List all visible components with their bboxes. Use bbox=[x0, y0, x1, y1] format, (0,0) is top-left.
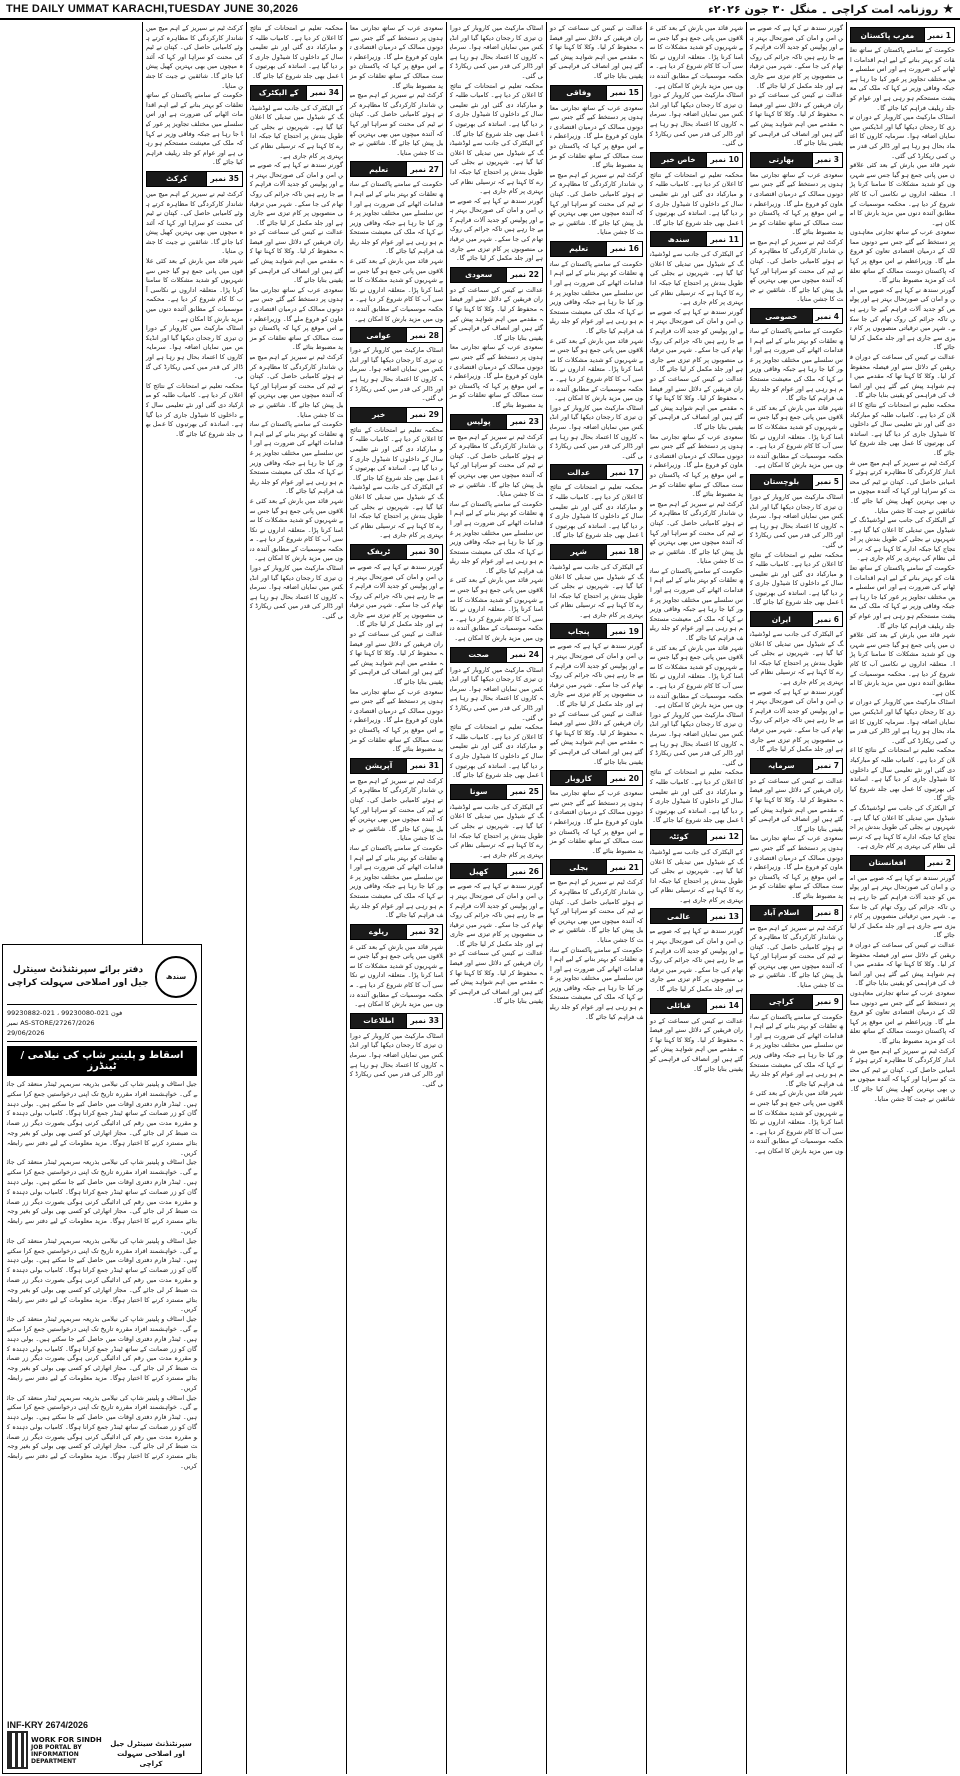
story-text: گورنر سندھ نے کہا ہے کہ صوبے میں امن و امان کی صورتحال بہتر ہے اور پولیس کو جدید آلات فراہم کیے جا رہے ہیں تاکہ جرائم کی روک تھام کی جا سکے۔ شہر میں ترقیاتی منصوبوں پر کام تیزی سے جاری ہے اور جلد مکمل کر لیا جائے گا۔ bbox=[450, 882, 543, 948]
tender-notice bbox=[2, 944, 202, 1774]
story-text: سعودی عرب کے ساتھ تجارتی معاہدوں پر دستخط کیے گئے جس سے دونوں ممالک کے درمیان اقتصادی تعاون کو فروغ ملے گا۔ وزیراعظم نے اس موقع پر کہا کہ پاکستان دوست ممالک کے ساتھ تعلقات کو مزید مضبوط بنائے گا۔ bbox=[850, 989, 955, 1045]
story-text: حکومت کے سامنے پاکستان کے ساتھ تعلقات کو بہتر بنانے کے لیے اہم اقدامات اٹھانے کی ضرورت ہے اور اس سلسلے میں مختلف تجاویز پر غور کیا جا رہا ہے جبکہ وفاقی وزیر نے کہا کہ ملک کی معیشت مستحکم ہو رہی ہے اور عوام کو جلد ریلیف فراہم کیا جائے گا۔ bbox=[350, 180, 443, 256]
story-text: کرکٹ ٹیم نے سیریز کے اہم میچ میں شاندار کارکردگی کا مظاہرہ کرتے ہوئے کامیابی حاصل کی۔ کپتان نے ٹیم کی محنت کو سراہا اور کہا کہ آئندہ میچوں میں بھی بہترین کھیل پیش کیا جائے گا۔ شائقین نے جیت کا جشن منایا۔ bbox=[146, 189, 243, 256]
story-text: محکمہ تعلیم نے امتحانات کے نتائج کا اعلان کر دیا ہے۔ کامیاب طلبہ کو مبارکباد دی گئی اور نئے تعلیمی سال کے داخلوں کا شیڈول جاری کر دیا گیا ہے۔ اساتذہ کی بھرتیوں کا عمل بھی جلد شروع کیا جائے گا۔ bbox=[250, 24, 343, 80]
story-text: کرکٹ ٹیم نے سیریز کے اہم میچ میں شاندار کارکردگی کا مظاہرہ کرتے ہوئے کامیابی حاصل کی۔ کپتان نے ٹیم کی محنت کو سراہا اور کہا کہ آئندہ میچوں میں بھی بہترین کھیل پیش کیا جائے گا۔ شائقین نے جیت کا جشن منایا۔ bbox=[650, 499, 743, 566]
story-text: حکومت کے سامنے پاکستان کے ساتھ تعلقات کو بہتر بنانے کے لیے اہم اقدامات اٹھانے کی ضرورت ہے اور اس سلسلے میں مختلف تجاویز پر غور کیا جا رہا ہے جبکہ وفاقی وزیر نے کہا کہ ملک کی معیشت مستحکم ہو رہی ہے اور عوام کو جلد ریلیف فراہم کیا جائے گا۔ bbox=[850, 46, 955, 112]
story-text: گورنر سندھ نے کہا ہے کہ صوبے میں امن و امان کی صورتحال بہتر ہے اور پولیس کو جدید آلات فراہم کیے جا رہے ہیں تاکہ جرائم کی روک تھام کی جا سکے۔ شہر میں ترقیاتی منصوبوں پر کام تیزی سے جاری ہے اور جلد مکمل کر لیا جائے گا۔ bbox=[850, 285, 955, 352]
story-text: محکمہ تعلیم نے امتحانات کے نتائج کا اعلان کر دیا ہے۔ کامیاب طلبہ کو مبارکباد دی گئی اور نئے تعلیمی سال کے داخلوں کا شیڈول جاری کر دیا گیا ہے۔ اساتذہ کی بھرتیوں کا عمل بھی جلد شروع کیا جائے گا۔ bbox=[450, 723, 543, 780]
story-heading: 13 نمبر عالمی bbox=[650, 908, 743, 924]
office-contact: فون 021-99230080 ، 021-99230882 نمبر AS-STORE/27267/2026 29/06/2026 bbox=[7, 1005, 197, 1042]
masthead bbox=[0, 0, 960, 20]
story-heading: 12 نمبر کوئٹہ bbox=[650, 829, 743, 845]
story-heading: 24 نمبر صحت bbox=[450, 647, 543, 663]
story-heading: 6 نمبر ایران bbox=[750, 611, 843, 627]
story-text: کے الیکٹرک کی جانب سے لوڈشیڈنگ کے شیڈول میں تبدیلی کا اعلان کیا گیا ہے۔ شہریوں نے بجلی کی طویل بندش پر احتجاج کیا جبکہ ادارے کا کہنا ہے کہ ترسیلی نظام کی بہتری پر کام جاری ہے۔ bbox=[550, 562, 643, 619]
story-text: اسٹاک مارکیٹ میں کاروبار کے دوران تیزی کا رجحان دیکھا گیا اور انڈیکس میں نمایاں اضافہ ہوا۔ سرمایہ کاروں کا اعتماد بحال ہو رہا ہے اور ڈالر کی قدر میں کمی ریکارڈ کی گئی۔ bbox=[146, 324, 243, 381]
story-text: سعودی عرب کے ساتھ تجارتی معاہدوں پر دستخط کیے گئے جس سے دونوں ممالک کے درمیان اقتصادی تعاون کو فروغ ملے گا۔ وزیراعظم نے اس موقع پر کہا کہ پاکستان دوست ممالک کے ساتھ تعلقات کو مزید مضبوط بنائے گا۔ bbox=[650, 432, 743, 499]
story-text: اسٹاک مارکیٹ میں کاروبار کے دوران تیزی کا رجحان دیکھا گیا اور انڈیکس میں نمایاں اضافہ ہوا۔ سرمایہ کاروں کا اعتماد بحال ہو رہا ہے اور ڈالر کی قدر میں کمی ریکارڈ کی گئی۔ bbox=[350, 346, 443, 403]
notice-body: جیل اسٹاف و پلینیر شاپ کی نیلامی بذریعہ سربمہر ٹینڈر منعقد کی جائے گی۔ خواہشمند افراد مقررہ تاریخ تک اپنی درخواستیں جمع کرا سکتے ہیں۔ ٹینڈر فارم دفتری اوقات میں حاصل کیے جا سکتے ہیں۔ بولی دہندگان کو زر ضمانت کے ساتھ ٹینڈر جمع کرانا ہوگا۔ کامیاب بولی دہندہ کو مقررہ مدت میں رقم کی ادائیگی کرنی ہوگی بصورت دیگر زر ضمانت ضبط کر لی جائے گی۔ مجاز اتھارٹی کو کسی بھی بولی کو بغیر وجہ بتائے مسترد کرنے کا اختیار ہوگا۔ مزید معلومات کے لیے دفتر سے رابطہ کریں۔ bbox=[7, 1236, 197, 1314]
story-heading: 26 نمبر کھیل bbox=[450, 863, 543, 879]
story-heading: 31 نمبر آپریشن bbox=[350, 758, 443, 774]
story-text: اسٹاک مارکیٹ میں کاروبار کے دوران تیزی کا رجحان دیکھا گیا اور انڈیکس میں نمایاں اضافہ ہوا۔ سرمایہ کاروں کا اعتماد بحال ہو رہا ہے اور ڈالر کی قدر میں کمی ریکارڈ کی گئی۔ bbox=[550, 403, 643, 460]
story-text: کرکٹ ٹیم نے سیریز کے اہم میچ میں شاندار کارکردگی کا مظاہرہ کرتے ہوئے کامیابی حاصل کی۔ کپتان نے ٹیم کی محنت کو سراہا اور کہا کہ آئندہ میچوں میں بھی بہترین کھیل پیش کیا جائے گا۔ شائقین نے جیت کا جشن منایا۔ bbox=[450, 432, 543, 499]
story-text: عدالت نے کیس کی سماعت کے دوران فریقین کے دلائل سنے اور فیصلہ محفوظ کر لیا۔ وکلا کا کہنا تھا کہ مقدمے میں اہم شواہد پیش کیے گئے ہیں اور انصاف کی فراہمی کو یقینی بنایا جائے گا۔ bbox=[550, 24, 643, 80]
story-text: عدالت نے کیس کی سماعت کے دوران فریقین کے دلائل سنے اور فیصلہ محفوظ کر لیا۔ وکلا کا کہنا تھا کہ مقدمے میں اہم شواہد پیش کیے گئے ہیں اور انصاف کی فراہمی کو یقینی بنایا جائے گا۔ bbox=[850, 353, 955, 400]
story-text: عدالت نے کیس کی سماعت کے دوران فریقین کے دلائل سنے اور فیصلہ محفوظ کر لیا۔ وکلا کا کہنا تھا کہ مقدمے میں اہم شواہد پیش کیے گئے ہیں اور انصاف کی فراہمی کو یقینی بنایا جائے گا۔ bbox=[850, 941, 955, 988]
story-heading: 33 نمبر اطلاعات bbox=[350, 1013, 443, 1029]
story-text: کرکٹ ٹیم نے سیریز کے اہم میچ میں شاندار کارکردگی کا مظاہرہ کرتے ہوئے کامیابی حاصل کی۔ کپتان نے ٹیم کی محنت کو سراہا اور کہا کہ آئندہ میچوں میں بھی بہترین کھیل پیش کیا جائے گا۔ شائقین نے جیت کا جشن منایا۔ bbox=[850, 1046, 955, 1103]
story-heading: 35 نمبر کرکٹ bbox=[146, 171, 243, 187]
story-text: عدالت نے کیس کی سماعت کے دوران فریقین کے دلائل سنے اور فیصلہ محفوظ کر لیا۔ وکلا کا کہنا تھا کہ مقدمے میں اہم شواہد پیش کیے گئے ہیں اور انصاف کی فراہمی کو یقینی بنایا جائے گا۔ bbox=[750, 91, 843, 148]
news-column-1 bbox=[846, 22, 958, 1774]
story-text: اسٹاک مارکیٹ میں کاروبار کے دوران تیزی کا رجحان دیکھا گیا اور انڈیکس میں نمایاں اضافہ ہوا۔ سرمایہ کاروں کا اعتماد بحال ہو رہا ہے اور ڈالر کی قدر میں کمی ریکارڈ کی گئی۔ bbox=[650, 91, 743, 148]
story-text: عدالت نے کیس کی سماعت کے دوران فریقین کے دلائل سنے اور فیصلہ محفوظ کر لیا۔ وکلا کا کہنا تھا کہ مقدمے میں اہم شواہد پیش کیے گئے ہیں اور انصاف کی فراہمی کو یقینی بنایا جائے گا۔ bbox=[750, 776, 843, 833]
story-text: گورنر سندھ نے کہا ہے کہ صوبے میں امن و امان کی صورتحال بہتر ہے اور پولیس کو جدید آلات فراہم کیے جا رہے ہیں تاکہ جرائم کی روک تھام کی جا سکے۔ شہر میں ترقیاتی منصوبوں پر کام تیزی سے جاری ہے اور جلد مکمل کر لیا جائے گا۔ bbox=[650, 307, 743, 374]
story-text: محکمہ تعلیم نے امتحانات کے نتائج کا اعلان کر دیا ہے۔ کامیاب طلبہ کو مبارکباد دی گئی اور نئے تعلیمی سال کے داخلوں کا شیڈول جاری کر دیا گیا ہے۔ اساتذہ کی بھرتیوں کا عمل بھی جلد شروع کیا جائے گا۔ bbox=[550, 483, 643, 540]
story-text: گورنر سندھ نے کہا ہے کہ صوبے میں امن و امان کی صورتحال بہتر ہے اور پولیس کو جدید آلات فراہم کیے جا رہے ہیں تاکہ جرائم کی روک تھام کی جا سکے۔ شہر میں ترقیاتی منصوبوں پر کام تیزی سے جاری ہے اور جلد مکمل کر لیا جائے گا۔ bbox=[850, 873, 955, 940]
story-heading: 11 نمبر سندھ bbox=[650, 231, 743, 247]
story-heading: 15 نمبر وفاقی bbox=[550, 85, 643, 101]
story-text: شہر قائد میں بارش کے بعد کئی علاقوں میں پانی جمع ہو گیا جس سے شہریوں کو شدید مشکلات کا سامنا کرنا پڑا۔ متعلقہ اداروں نے نکاسی آب کا کام شروع کر دیا ہے۔ محکمہ موسمیات کے مطابق آئندہ دنوں میں مزید بارش کا امکان ہے۔ bbox=[350, 942, 443, 1009]
masthead-urdu-group bbox=[708, 3, 954, 16]
story-text: کے الیکٹرک کی جانب سے لوڈشیڈنگ کے شیڈول میں تبدیلی کا اعلان کیا گیا ہے۔ شہریوں نے بجلی کی طویل بندش پر احتجاج کیا جبکہ ادارے کا کہنا ہے کہ ترسیلی نظام کی بہتری پر کام جاری ہے۔ bbox=[850, 516, 955, 563]
story-text: حکومت کے سامنے پاکستان کے ساتھ تعلقات کو بہتر بنانے کے لیے اہم اقدامات اٹھانے کی ضرورت ہے اور اس سلسلے میں مختلف تجاویز پر غور کیا جا رہا ہے جبکہ وفاقی وزیر نے کہا کہ ملک کی معیشت مستحکم ہو رہی ہے اور عوام کو جلد ریلیف فراہم کیا جائے گا۔ bbox=[250, 420, 343, 496]
masthead-urdu: روزنامہ امت کراچی ۔ منگل ۳۰ جون ۲۰۲۶ء bbox=[708, 2, 939, 16]
work-for-sindh-logo: WORK FOR SINDH bbox=[31, 1735, 102, 1744]
story-heading: 9 نمبر کراچی bbox=[750, 994, 843, 1010]
story-text: محکمہ تعلیم نے امتحانات کے نتائج کا اعلان کر دیا ہے۔ کامیاب طلبہ کو مبارکباد دی گئی اور نئے تعلیمی سال کے داخلوں کا شیڈول جاری کر دیا گیا ہے۔ اساتذہ کی بھرتیوں کا عمل بھی جلد شروع کیا جائے گا۔ bbox=[750, 550, 843, 607]
story-text: گورنر سندھ نے کہا ہے کہ صوبے میں امن و امان کی صورتحال بہتر ہے اور پولیس کو جدید آلات فراہم کیے جا رہے ہیں تاکہ جرائم کی روک تھام کی جا سکے۔ شہر میں ترقیاتی منصوبوں پر کام تیزی سے جاری ہے اور جلد مکمل کر لیا جائے گا۔ bbox=[550, 642, 643, 709]
story-heading: 7 نمبر سرمایہ bbox=[750, 758, 843, 774]
story-heading: 4 نمبر خصوصی bbox=[750, 308, 843, 324]
story-heading: 20 نمبر کاروبار bbox=[550, 770, 643, 786]
notice-body: جیل اسٹاف و پلینیر شاپ کی نیلامی بذریعہ سربمہر ٹینڈر منعقد کی جائے گی۔ خواہشمند افراد مقررہ تاریخ تک اپنی درخواستیں جمع کرا سکتے ہیں۔ ٹینڈر فارم دفتری اوقات میں حاصل کیے جا سکتے ہیں۔ بولی دہندگان کو زر ضمانت کے ساتھ ٹینڈر جمع کرانا ہوگا۔ کامیاب بولی دہندہ کو مقررہ مدت میں رقم کی ادائیگی کرنی ہوگی بصورت دیگر زر ضمانت ضبط کر لی جائے گی۔ مجاز اتھارٹی کو کسی بھی بولی کو بغیر وجہ بتائے مسترد کرنے کا اختیار ہوگا۔ مزید معلومات کے لیے دفتر سے رابطہ کریں۔ bbox=[7, 1393, 197, 1471]
notice-signature: سپرنٹنڈنٹ سینٹرل جیل اور اصلاحی سہولت کراچی bbox=[110, 1740, 192, 1768]
story-text: کے الیکٹرک کی جانب سے لوڈشیڈنگ کے شیڈول میں تبدیلی کا اعلان کیا گیا ہے۔ شہریوں نے بجلی کی طویل بندش پر احتجاج کیا جبکہ ادارے کا کہنا ہے کہ ترسیلی نظام کی بہتری پر کام جاری ہے۔ bbox=[650, 250, 743, 307]
story-text: شہر قائد میں بارش کے بعد کئی علاقوں میں پانی جمع ہو گیا جس سے شہریوں کو شدید مشکلات کا سامنا کرنا پڑا۔ متعلقہ اداروں نے نکاسی آب کا کام شروع کر دیا ہے۔ محکمہ موسمیات کے مطابق آئندہ دنوں میں مزید بارش کا امکان ہے۔ bbox=[550, 336, 643, 403]
notice-footer bbox=[7, 1720, 197, 1769]
story-text: اسٹاک مارکیٹ میں کاروبار کے دوران تیزی کا رجحان دیکھا گیا اور انڈیکس میں نمایاں اضافہ ہوا۔ سرمایہ کاروں کا اعتماد بحال ہو رہا ہے اور ڈالر کی قدر میں کمی ریکارڈ کی گئی۔ bbox=[650, 710, 743, 767]
story-text: محکمہ تعلیم نے امتحانات کے نتائج کا اعلان کر دیا ہے۔ کامیاب طلبہ کو مبارکباد دی گئی اور نئے تعلیمی سال کے داخلوں کا شیڈول جاری کر دیا گیا ہے۔ اساتذہ کی بھرتیوں کا عمل بھی جلد شروع کیا جائے گا۔ bbox=[850, 746, 955, 803]
story-text: عدالت نے کیس کی سماعت کے دوران فریقین کے دلائل سنے اور فیصلہ محفوظ کر لیا۔ وکلا کا کہنا تھا کہ مقدمے میں اہم شواہد پیش کیے گئے ہیں اور انصاف کی فراہمی کو یقینی بنایا جائے گا۔ bbox=[250, 228, 343, 285]
story-text: گورنر سندھ نے کہا ہے کہ صوبے میں امن و امان کی صورتحال بہتر ہے اور پولیس کو جدید آلات فراہم کیے جا رہے ہیں تاکہ جرائم کی روک تھام کی جا سکے۔ شہر میں ترقیاتی منصوبوں پر کام تیزی سے جاری ہے اور جلد مکمل کر لیا جائے گا۔ bbox=[750, 24, 843, 90]
story-text: گورنر سندھ نے کہا ہے کہ صوبے میں امن و امان کی صورتحال بہتر ہے اور پولیس کو جدید آلات فراہم کیے جا رہے ہیں تاکہ جرائم کی روک تھام کی جا سکے۔ شہر میں ترقیاتی منصوبوں پر کام تیزی سے جاری ہے اور جلد مکمل کر لیا جائے گا۔ bbox=[650, 927, 743, 994]
story-text: سعودی عرب کے ساتھ تجارتی معاہدوں پر دستخط کیے گئے جس سے دونوں ممالک کے درمیان اقتصادی تعاون کو فروغ ملے گا۔ وزیراعظم نے اس موقع پر کہا کہ پاکستان دوست ممالک کے ساتھ تعلقات کو مزید مضبوط بنائے گا۔ bbox=[850, 228, 955, 285]
story-text: حکومت کے سامنے پاکستان کے ساتھ تعلقات کو بہتر بنانے کے لیے اہم اقدامات اٹھانے کی ضرورت ہے اور اس سلسلے میں مختلف تجاویز پر غور کیا جا رہا ہے جبکہ وفاقی وزیر نے کہا کہ ملک کی معیشت مستحکم ہو رہی ہے اور عوام کو جلد ریلیف فراہم کیا جائے گا۔ bbox=[750, 1012, 843, 1088]
story-text: محکمہ تعلیم نے امتحانات کے نتائج کا اعلان کر دیا ہے۔ کامیاب طلبہ کو مبارکباد دی گئی اور نئے تعلیمی سال کے داخلوں کا شیڈول جاری کر دیا گیا ہے۔ اساتذہ کی بھرتیوں کا عمل بھی جلد شروع کیا جائے گا۔ bbox=[850, 400, 955, 457]
story-heading: 23 نمبر پولیس bbox=[450, 414, 543, 430]
story-text: حکومت کے سامنے پاکستان کے ساتھ تعلقات کو بہتر بنانے کے لیے اہم اقدامات اٹھانے کی ضرورت ہے اور اس سلسلے میں مختلف تجاویز پر غور کیا جا رہا ہے جبکہ وفاقی وزیر نے کہا کہ ملک کی معیشت مستحکم ہو رہی ہے اور عوام کو جلد ریلیف فراہم کیا جائے گا۔ bbox=[650, 566, 743, 643]
story-text: شہر قائد میں بارش کے بعد کئی علاقوں میں پانی جمع ہو گیا جس سے شہریوں کو شدید مشکلات کا سامنا کرنا پڑا۔ متعلقہ اداروں نے نکاسی آب کا کام شروع کر دیا ہے۔ محکمہ موسمیات کے مطابق آئندہ دنوں میں مزید بارش کا امکان ہے۔ bbox=[750, 403, 843, 470]
story-text: کرکٹ ٹیم نے سیریز کے اہم میچ میں شاندار کارکردگی کا مظاہرہ کرتے ہوئے کامیابی حاصل کی۔ کپتان نے ٹیم کی محنت کو سراہا اور کہا کہ آئندہ میچوں میں بھی بہترین کھیل پیش کیا جائے گا۔ شائقین نے جیت کا جشن منایا۔ bbox=[550, 170, 643, 237]
story-text: کرکٹ ٹیم نے سیریز کے اہم میچ میں شاندار کارکردگی کا مظاہرہ کرتے ہوئے کامیابی حاصل کی۔ کپتان نے ٹیم کی محنت کو سراہا اور کہا کہ آئندہ میچوں میں بھی بہترین کھیل پیش کیا جائے گا۔ شائقین نے جیت کا جشن منایا۔ bbox=[146, 24, 243, 90]
story-heading: 34 نمبر کے الیکٹرک bbox=[250, 85, 343, 101]
story-text: گورنر سندھ نے کہا ہے کہ صوبے میں امن و امان کی صورتحال بہتر ہے اور پولیس کو جدید آلات فراہم کیے جا رہے ہیں تاکہ جرائم کی روک تھام کی جا سکے۔ شہر میں ترقیاتی منصوبوں پر کام تیزی سے جاری ہے اور جلد مکمل کر لیا جائے گا۔ bbox=[750, 687, 843, 754]
story-text: اسٹاک مارکیٹ میں کاروبار کے دوران تیزی کا رجحان دیکھا گیا اور انڈیکس میں نمایاں اضافہ ہوا۔ سرمایہ کاروں کا اعتماد بحال ہو رہا ہے اور ڈالر کی قدر میں کمی ریکارڈ کی گئی۔ bbox=[750, 492, 843, 549]
story-text: کرکٹ ٹیم نے سیریز کے اہم میچ میں شاندار کارکردگی کا مظاہرہ کرتے ہوئے کامیابی حاصل کی۔ کپتان نے ٹیم کی محنت کو سراہا اور کہا کہ آئندہ میچوں میں بھی بہترین کھیل پیش کیا جائے گا۔ شائقین نے جیت کا جشن منایا۔ bbox=[750, 237, 843, 304]
story-text: شہر قائد میں بارش کے بعد کئی علاقوں میں پانی جمع ہو گیا جس سے شہریوں کو شدید مشکلات کا سامنا کرنا پڑا۔ متعلقہ اداروں نے نکاسی آب کا کام شروع کر دیا ہے۔ محکمہ موسمیات کے مطابق آئندہ دنوں میں مزید بارش کا امکان ہے۔ bbox=[146, 257, 243, 323]
story-text: شہر قائد میں بارش کے بعد کئی علاقوں میں پانی جمع ہو گیا جس سے شہریوں کو شدید مشکلات کا سامنا کرنا پڑا۔ متعلقہ اداروں نے نکاسی آب کا کام شروع کر دیا ہے۔ محکمہ موسمیات کے مطابق آئندہ دنوں میں مزید بارش کا امکان ہے۔ bbox=[650, 643, 743, 710]
story-heading: 25 نمبر سونا bbox=[450, 784, 543, 800]
story-text: حکومت کے سامنے پاکستان کے ساتھ تعلقات کو بہتر بنانے کے لیے اہم اقدامات اٹھانے کی ضرورت ہے اور اس سلسلے میں مختلف تجاویز پر غور کیا جا رہا ہے جبکہ وفاقی وزیر نے کہا کہ ملک کی معیشت مستحکم ہو رہی ہے اور عوام کو جلد ریلیف فراہم کیا جائے گا۔ bbox=[450, 499, 543, 575]
story-heading: 30 نمبر ٹریفک bbox=[350, 544, 443, 560]
story-heading: 5 نمبر بلوچستان bbox=[750, 474, 843, 490]
news-column-6 bbox=[346, 22, 446, 1774]
story-text: کے الیکٹرک کی جانب سے لوڈشیڈنگ کے شیڈول میں تبدیلی کا اعلان کیا گیا ہے۔ شہریوں نے بجلی کی طویل بندش پر احتجاج کیا جبکہ ادارے کا کہنا ہے کہ ترسیلی نظام کی بہتری پر کام جاری ہے۔ bbox=[350, 483, 443, 540]
job-portal-text: JOB PORTAL BY INFORMATION DEPARTMENT bbox=[31, 1743, 82, 1765]
story-heading: 28 نمبر عوامی bbox=[350, 327, 443, 343]
story-text: کے الیکٹرک کی جانب سے لوڈشیڈنگ کے شیڈول میں تبدیلی کا اعلان کیا گیا ہے۔ شہریوں نے بجلی کی طویل بندش پر احتجاج کیا جبکہ ادارے کا کہنا ہے کہ ترسیلی نظام کی بہتری پر کام جاری ہے۔ bbox=[750, 630, 843, 687]
story-heading: 21 نمبر بجلی bbox=[550, 859, 643, 875]
story-text: گورنر سندھ نے کہا ہے کہ صوبے میں امن و امان کی صورتحال بہتر ہے اور پولیس کو جدید آلات فراہم کیے جا رہے ہیں تاکہ جرائم کی روک تھام کی جا سکے۔ شہر میں ترقیاتی منصوبوں پر کام تیزی سے جاری ہے اور جلد مکمل کر لیا جائے گا۔ bbox=[250, 161, 343, 227]
inf-block bbox=[7, 1720, 105, 1769]
story-text: محکمہ تعلیم نے امتحانات کے نتائج کا اعلان کر دیا ہے۔ کامیاب طلبہ کو مبارکباد دی گئی اور نئے تعلیمی سال کے داخلوں کا شیڈول جاری کر دیا گیا ہے۔ اساتذہ کی بھرتیوں کا عمل بھی جلد شروع کیا جائے گا۔ bbox=[650, 768, 743, 825]
story-heading: 27 نمبر تعلیم bbox=[350, 161, 443, 177]
story-heading: 14 نمبر قبائلی bbox=[650, 998, 743, 1014]
story-text: سعودی عرب کے ساتھ تجارتی معاہدوں پر دستخط کیے گئے جس سے دونوں ممالک کے درمیان اقتصادی تعاون کو فروغ ملے گا۔ وزیراعظم نے اس موقع پر کہا کہ پاکستان دوست ممالک کے ساتھ تعلقات کو مزید مضبوط بنائے گا۔ bbox=[350, 24, 443, 90]
story-text: سعودی عرب کے ساتھ تجارتی معاہدوں پر دستخط کیے گئے جس سے دونوں ممالک کے درمیان اقتصادی تعاون کو فروغ ملے گا۔ وزیراعظم نے اس موقع پر کہا کہ پاکستان دوست ممالک کے ساتھ تعلقات کو مزید مضبوط بنائے گا۔ bbox=[350, 687, 443, 754]
story-text: عدالت نے کیس کی سماعت کے دوران فریقین کے دلائل سنے اور فیصلہ محفوظ کر لیا۔ وکلا کا کہنا تھا کہ مقدمے میں اہم شواہد پیش کیے گئے ہیں اور انصاف کی فراہمی کو یقینی بنایا جائے گا۔ bbox=[350, 630, 443, 687]
story-text: شہر قائد میں بارش کے بعد کئی علاقوں میں پانی جمع ہو گیا جس سے شہریوں کو شدید مشکلات کا سامنا کرنا پڑا۔ متعلقہ اداروں نے نکاسی آب کا کام شروع کر دیا ہے۔ محکمہ موسمیات کے مطابق آئندہ دنوں میں مزید بارش کا امکان ہے۔ bbox=[650, 24, 743, 90]
office-header bbox=[7, 949, 197, 1005]
story-heading: 18 نمبر شہر bbox=[550, 544, 643, 560]
story-heading: 8 نمبر اسلام آباد bbox=[750, 905, 843, 921]
story-heading: 19 نمبر پنجاب bbox=[550, 623, 643, 639]
news-column-2 bbox=[746, 22, 846, 1774]
story-heading: 3 نمبر بھارتی bbox=[750, 152, 843, 168]
notice-body: جیل اسٹاف و پلینیر شاپ کی نیلامی بذریعہ سربمہر ٹینڈر منعقد کی جائے گی۔ خواہشمند افراد مقررہ تاریخ تک اپنی درخواستیں جمع کرا سکتے ہیں۔ ٹینڈر فارم دفتری اوقات میں حاصل کیے جا سکتے ہیں۔ بولی دہندگان کو زر ضمانت کے ساتھ ٹینڈر جمع کرانا ہوگا۔ کامیاب بولی دہندہ کو مقررہ مدت میں رقم کی ادائیگی کرنی ہوگی بصورت دیگر زر ضمانت ضبط کر لی جائے گی۔ مجاز اتھارٹی کو کسی بھی بولی کو بغیر وجہ بتائے مسترد کرنے کا اختیار ہوگا۔ مزید معلومات کے لیے دفتر سے رابطہ کریں۔ bbox=[7, 1158, 197, 1235]
story-text: کے الیکٹرک کی جانب سے لوڈشیڈنگ کے شیڈول میں تبدیلی کا اعلان کیا گیا ہے۔ شہریوں نے بجلی کی طویل بندش پر احتجاج کیا جبکہ ادارے کا کہنا ہے کہ ترسیلی نظام کی بہتری پر کام جاری ہے۔ bbox=[450, 802, 543, 859]
story-text: کرکٹ ٹیم نے سیریز کے اہم میچ میں شاندار کارکردگی کا مظاہرہ کرتے ہوئے کامیابی حاصل کی۔ کپتان نے ٹیم کی محنت کو سراہا اور کہا کہ آئندہ میچوں میں بھی بہترین کھیل پیش کیا جائے گا۔ شائقین نے جیت کا جشن منایا۔ bbox=[750, 923, 843, 990]
story-text: شہر قائد میں بارش کے بعد کئی علاقوں میں پانی جمع ہو گیا جس سے شہریوں کو شدید مشکلات کا سامنا کرنا پڑا۔ متعلقہ اداروں نے نکاسی آب کا کام شروع کر دیا ہے۔ محکمہ موسمیات کے مطابق آئندہ دنوں میں مزید بارش کا امکان ہے۔ bbox=[350, 257, 443, 323]
story-text: اسٹاک مارکیٹ میں کاروبار کے دوران تیزی کا رجحان دیکھا گیا اور انڈیکس میں نمایاں اضافہ ہوا۔ سرمایہ کاروں کا اعتماد بحال ہو رہا ہے اور ڈالر کی قدر میں کمی ریکارڈ کی گئی۔ bbox=[350, 1031, 443, 1088]
story-text: کرکٹ ٹیم نے سیریز کے اہم میچ میں شاندار کارکردگی کا مظاہرہ کرتے ہوئے کامیابی حاصل کی۔ کپتان نے ٹیم کی محنت کو سراہا اور کہا کہ آئندہ میچوں میں بھی بہترین کھیل پیش کیا جائے گا۔ شائقین نے جیت کا جشن منایا۔ bbox=[350, 776, 443, 843]
story-text: سعودی عرب کے ساتھ تجارتی معاہدوں پر دستخط کیے گئے جس سے دونوں ممالک کے درمیان اقتصادی تعاون کو فروغ ملے گا۔ وزیراعظم نے اس موقع پر کہا کہ پاکستان دوست ممالک کے ساتھ تعلقات کو مزید مضبوط بنائے گا۔ bbox=[750, 834, 843, 900]
story-heading: 29 نمبر خبر bbox=[350, 407, 443, 423]
story-heading: 2 نمبر افغانستان bbox=[850, 855, 955, 871]
story-text: عدالت نے کیس کی سماعت کے دوران فریقین کے دلائل سنے اور فیصلہ محفوظ کر لیا۔ وکلا کا کہنا تھا کہ مقدمے میں اہم شواہد پیش کیے گئے ہیں اور انصاف کی فراہمی کو یقینی بنایا جائے گا۔ bbox=[450, 949, 543, 1006]
news-column-5 bbox=[446, 22, 546, 1774]
story-heading: 16 نمبر تعلیم bbox=[550, 241, 643, 257]
story-text: محکمہ تعلیم نے امتحانات کے نتائج کا اعلان کر دیا ہے۔ کامیاب طلبہ کو مبارکباد دی گئی اور نئے تعلیمی سال کے داخلوں کا شیڈول جاری کر دیا گیا ہے۔ اساتذہ کی بھرتیوں کا عمل بھی جلد شروع کیا جائے گا۔ bbox=[450, 81, 543, 138]
story-text: شہر قائد میں بارش کے بعد کئی علاقوں میں پانی جمع ہو گیا جس سے شہریوں کو شدید مشکلات کا سامنا کرنا پڑا۔ متعلقہ اداروں نے نکاسی آب کا کام شروع کر دیا ہے۔ محکمہ موسمیات کے مطابق آئندہ دنوں میں مزید بارش کا امکان ہے۔ bbox=[250, 496, 343, 563]
story-text: حکومت کے سامنے پاکستان کے ساتھ تعلقات کو بہتر بنانے کے لیے اہم اقدامات اٹھانے کی ضرورت ہے اور اس سلسلے میں مختلف تجاویز پر غور کیا جا رہا ہے جبکہ وفاقی وزیر نے کہا کہ ملک کی معیشت مستحکم ہو رہی ہے اور عوام کو جلد ریلیف فراہم کیا جائے گا۔ bbox=[750, 327, 843, 403]
news-column-4 bbox=[546, 22, 646, 1774]
story-text: کے الیکٹرک کی جانب سے لوڈشیڈنگ کے شیڈول میں تبدیلی کا اعلان کیا گیا ہے۔ شہریوں نے بجلی کی طویل بندش پر احتجاج کیا جبکہ ادارے کا کہنا ہے کہ ترسیلی نظام کی بہتری پر کام جاری ہے۔ bbox=[450, 139, 543, 196]
story-text: محکمہ تعلیم نے امتحانات کے نتائج کا اعلان کر دیا ہے۔ کامیاب طلبہ کو مبارکباد دی گئی اور نئے تعلیمی سال کے داخلوں کا شیڈول جاری کر دیا گیا ہے۔ اساتذہ کی بھرتیوں کا عمل بھی جلد شروع کیا جائے گا۔ bbox=[146, 381, 243, 438]
masthead-english: THE DAILY UMMAT KARACHI,TUESDAY JUNE 30,2026 bbox=[6, 3, 299, 15]
story-text: عدالت نے کیس کی سماعت کے دوران فریقین کے دلائل سنے اور فیصلہ محفوظ کر لیا۔ وکلا کا کہنا تھا کہ مقدمے میں اہم شواہد پیش کیے گئے ہیں اور انصاف کی فراہمی کو یقینی بنایا جائے گا۔ bbox=[650, 1016, 743, 1073]
story-text: کرکٹ ٹیم نے سیریز کے اہم میچ میں شاندار کارکردگی کا مظاہرہ کرتے ہوئے کامیابی حاصل کی۔ کپتان نے ٹیم کی محنت کو سراہا اور کہا کہ آئندہ میچوں میں بھی بہترین کھیل پیش کیا جائے گا۔ شائقین نے جیت کا جشن منایا۔ bbox=[250, 353, 343, 419]
story-text: اسٹاک مارکیٹ میں کاروبار کے دوران تیزی کا رجحان دیکھا گیا اور انڈیکس میں نمایاں اضافہ ہوا۔ سرمایہ کاروں کا اعتماد بحال ہو رہا ہے اور ڈالر کی قدر میں کمی ریکارڈ کی گئی۔ bbox=[450, 665, 543, 722]
news-column-7 bbox=[246, 22, 346, 1774]
story-text: اسٹاک مارکیٹ میں کاروبار کے دوران تیزی کا رجحان دیکھا گیا اور انڈیکس میں نمایاں اضافہ ہوا۔ سرمایہ کاروں کا اعتماد بحال ہو رہا ہے اور ڈالر کی قدر میں کمی ریکارڈ کی گئی۔ bbox=[450, 24, 543, 80]
office-title: دفتر برائے سپرنٹنڈنٹ سینٹرل جیل اور اصلاحی سہولت کراچی bbox=[7, 964, 149, 988]
story-text: عدالت نے کیس کی سماعت کے دوران فریقین کے دلائل سنے اور فیصلہ محفوظ کر لیا۔ وکلا کا کہنا تھا کہ مقدمے میں اہم شواہد پیش کیے گئے ہیں اور انصاف کی فراہمی کو یقینی بنایا جائے گا۔ bbox=[650, 375, 743, 431]
story-text: سعودی عرب کے ساتھ تجارتی معاہدوں پر دستخط کیے گئے جس سے دونوں ممالک کے درمیان اقتصادی تعاون کو فروغ ملے گا۔ وزیراعظم نے اس موقع پر کہا کہ پاکستان دوست ممالک کے ساتھ تعلقات کو مزید مضبوط بنائے گا۔ bbox=[550, 789, 643, 855]
story-heading: 17 نمبر عدالت bbox=[550, 464, 643, 480]
story-text: کرکٹ ٹیم نے سیریز کے اہم میچ میں شاندار کارکردگی کا مظاہرہ کرتے ہوئے کامیابی حاصل کی۔ کپتان نے ٹیم کی محنت کو سراہا اور کہا کہ آئندہ میچوں میں بھی بہترین کھیل پیش کیا جائے گا۔ شائقین نے جیت کا جشن منایا۔ bbox=[850, 458, 955, 515]
story-text: حکومت کے سامنے پاکستان کے ساتھ تعلقات کو بہتر بنانے کے لیے اہم اقدامات اٹھانے کی ضرورت ہے اور اس سلسلے میں مختلف تجاویز پر غور کیا جا رہا ہے جبکہ وفاقی وزیر نے کہا کہ ملک کی معیشت مستحکم ہو رہی ہے اور عوام کو جلد ریلیف فراہم کیا جائے گا۔ bbox=[550, 945, 643, 1021]
story-text: حکومت کے سامنے پاکستان کے ساتھ تعلقات کو بہتر بنانے کے لیے اہم اقدامات اٹھانے کی ضرورت ہے اور اس سلسلے میں مختلف تجاویز پر غور کیا جا رہا ہے جبکہ وفاقی وزیر نے کہا کہ ملک کی معیشت مستحکم ہو رہی ہے اور عوام کو جلد ریلیف فراہم کیا جائے گا۔ bbox=[146, 91, 243, 167]
story-text: کے الیکٹرک کی جانب سے لوڈشیڈنگ کے شیڈول میں تبدیلی کا اعلان کیا گیا ہے۔ شہریوں نے بجلی کی طویل بندش پر احتجاج کیا جبکہ ادارے کا کہنا ہے کہ ترسیلی نظام کی بہتری پر کام جاری ہے۔ bbox=[650, 847, 743, 904]
story-text: کے الیکٹرک کی جانب سے لوڈشیڈنگ کے شیڈول میں تبدیلی کا اعلان کیا گیا ہے۔ شہریوں نے بجلی کی طویل بندش پر احتجاج کیا جبکہ ادارے کا کہنا ہے کہ ترسیلی نظام کی بہتری پر کام جاری ہے۔ bbox=[250, 103, 343, 160]
story-heading: 32 نمبر ریلوے bbox=[350, 924, 443, 940]
story-text: سعودی عرب کے ساتھ تجارتی معاہدوں پر دستخط کیے گئے جس سے دونوں ممالک کے درمیان اقتصادی تعاون کو فروغ ملے گا۔ وزیراعظم نے اس موقع پر کہا کہ پاکستان دوست ممالک کے ساتھ تعلقات کو مزید مضبوط بنائے گا۔ bbox=[750, 170, 843, 237]
star-icon: ★ bbox=[942, 1, 954, 17]
qr-code-icon[interactable] bbox=[7, 1731, 28, 1769]
story-text: کرکٹ ٹیم نے سیریز کے اہم میچ میں شاندار کارکردگی کا مظاہرہ کرتے ہوئے کامیابی حاصل کی۔ کپتان نے ٹیم کی محنت کو سراہا اور کہا کہ آئندہ میچوں میں بھی بہترین کھیل پیش کیا جائے گا۔ شائقین نے جیت کا جشن منایا۔ bbox=[550, 878, 643, 944]
story-text: شہر قائد میں بارش کے بعد کئی علاقوں میں پانی جمع ہو گیا جس سے شہریوں کو شدید مشکلات کا سامنا کرنا پڑا۔ متعلقہ اداروں نے نکاسی آب کا کام شروع کر دیا ہے۔ محکمہ موسمیات کے مطابق آئندہ دنوں میں مزید بارش کا امکان ہے۔ bbox=[750, 1089, 843, 1155]
story-text: محکمہ تعلیم نے امتحانات کے نتائج کا اعلان کر دیا ہے۔ کامیاب طلبہ کو مبارکباد دی گئی اور نئے تعلیمی سال کے داخلوں کا شیڈول جاری کر دیا گیا ہے۔ اساتذہ کی بھرتیوں کا عمل بھی جلد شروع کیا جائے گا۔ bbox=[350, 425, 443, 482]
story-text: شہر قائد میں بارش کے بعد کئی علاقوں میں پانی جمع ہو گیا جس سے شہریوں کو شدید مشکلات کا سامنا کرنا پڑا۔ متعلقہ اداروں نے نکاسی آب کا کام شروع کر دیا ہے۔ محکمہ موسمیات کے مطابق آئندہ دنوں میں مزید بارش کا امکان ہے۔ bbox=[850, 161, 955, 227]
story-heading: 1 نمبر مغرب پاکستان bbox=[850, 27, 955, 43]
story-text: سعودی عرب کے ساتھ تجارتی معاہدوں پر دستخط کیے گئے جس سے دونوں ممالک کے درمیان اقتصادی تعاون کو فروغ ملے گا۔ وزیراعظم نے اس موقع پر کہا کہ پاکستان دوست ممالک کے ساتھ تعلقات کو مزید مضبوط بنائے گا۔ bbox=[450, 343, 543, 409]
notice-banner: اسقاط و پلینیر شاپ کی نیلامی / ٹینڈرز bbox=[7, 1046, 197, 1076]
story-text: گورنر سندھ نے کہا ہے کہ صوبے میں امن و امان کی صورتحال بہتر ہے اور پولیس کو جدید آلات فراہم کیے جا رہے ہیں تاکہ جرائم کی روک تھام کی جا سکے۔ شہر میں ترقیاتی منصوبوں پر کام تیزی سے جاری ہے اور جلد مکمل کر لیا جائے گا۔ bbox=[450, 196, 543, 263]
story-text: عدالت نے کیس کی سماعت کے دوران فریقین کے دلائل سنے اور فیصلہ محفوظ کر لیا۔ وکلا کا کہنا تھا کہ مقدمے میں اہم شواہد پیش کیے گئے ہیں اور انصاف کی فراہمی کو یقینی بنایا جائے گا۔ bbox=[550, 709, 643, 766]
story-text: کے الیکٹرک کی جانب سے لوڈشیڈنگ کے شیڈول میں تبدیلی کا اعلان کیا گیا ہے۔ شہریوں نے بجلی کی طویل بندش پر احتجاج کیا جبکہ ادارے کا کہنا ہے کہ ترسیلی نظام کی بہتری پر کام جاری ہے۔ bbox=[850, 803, 955, 851]
story-text: سعودی عرب کے ساتھ تجارتی معاہدوں پر دستخط کیے گئے جس سے دونوں ممالک کے درمیان اقتصادی تعاون کو فروغ ملے گا۔ وزیراعظم نے اس موقع پر کہا کہ پاکستان دوست ممالک کے ساتھ تعلقات کو مزید مضبوط بنائے گا۔ bbox=[250, 285, 343, 352]
story-text: حکومت کے سامنے پاکستان کے ساتھ تعلقات کو بہتر بنانے کے لیے اہم اقدامات اٹھانے کی ضرورت ہے اور اس سلسلے میں مختلف تجاویز پر غور کیا جا رہا ہے جبکہ وفاقی وزیر نے کہا کہ ملک کی معیشت مستحکم ہو رہی ہے اور عوام کو جلد ریلیف فراہم کیا جائے گا۔ bbox=[350, 843, 443, 920]
story-heading: 10 نمبر خاص خبر bbox=[650, 152, 743, 168]
story-text: گورنر سندھ نے کہا ہے کہ صوبے میں امن و امان کی صورتحال بہتر ہے اور پولیس کو جدید آلات فراہم کیے جا رہے ہیں تاکہ جرائم کی روک تھام کی جا سکے۔ شہر میں ترقیاتی منصوبوں پر کام تیزی سے جاری ہے اور جلد مکمل کر لیا جائے گا۔ bbox=[350, 562, 443, 629]
story-text: شہر قائد میں بارش کے بعد کئی علاقوں میں پانی جمع ہو گیا جس سے شہریوں کو شدید مشکلات کا سامنا کرنا پڑا۔ متعلقہ اداروں نے نکاسی آب کا کام شروع کر دیا ہے۔ محکمہ موسمیات کے مطابق آئندہ دنوں میں مزید بارش کا امکان ہے۔ bbox=[450, 576, 543, 643]
story-text: اسٹاک مارکیٹ میں کاروبار کے دوران تیزی کا رجحان دیکھا گیا اور انڈیکس میں نمایاں اضافہ ہوا۔ سرمایہ کاروں کا اعتماد بحال ہو رہا ہے اور ڈالر کی قدر میں کمی ریکارڈ کی گئی۔ bbox=[850, 698, 955, 745]
story-text: اسٹاک مارکیٹ میں کاروبار کے دوران تیزی کا رجحان دیکھا گیا اور انڈیکس میں نمایاں اضافہ ہوا۔ سرمایہ کاروں کا اعتماد بحال ہو رہا ہے اور ڈالر کی قدر میں کمی ریکارڈ کی گئی۔ bbox=[250, 564, 343, 621]
story-text: حکومت کے سامنے پاکستان کے ساتھ تعلقات کو بہتر بنانے کے لیے اہم اقدامات اٹھانے کی ضرورت ہے اور اس سلسلے میں مختلف تجاویز پر غور کیا جا رہا ہے جبکہ وفاقی وزیر نے کہا کہ ملک کی معیشت مستحکم ہو رہی ہے اور عوام کو جلد ریلیف فراہم کیا جائے گا۔ bbox=[850, 564, 955, 630]
story-text: محکمہ تعلیم نے امتحانات کے نتائج کا اعلان کر دیا ہے۔ کامیاب طلبہ کو مبارکباد دی گئی اور نئے تعلیمی سال کے داخلوں کا شیڈول جاری کر دیا گیا ہے۔ اساتذہ کی بھرتیوں کا عمل بھی جلد شروع کیا جائے گا۔ bbox=[650, 170, 743, 227]
story-text: سعودی عرب کے ساتھ تجارتی معاہدوں پر دستخط کیے گئے جس سے دونوں ممالک کے درمیان اقتصادی تعاون کو فروغ ملے گا۔ وزیراعظم نے اس موقع پر کہا کہ پاکستان دوست ممالک کے ساتھ تعلقات کو مزید مضبوط بنائے گا۔ bbox=[550, 103, 643, 170]
story-text: حکومت کے سامنے پاکستان کے ساتھ تعلقات کو بہتر بنانے کے لیے اہم اقدامات اٹھانے کی ضرورت ہے اور اس سلسلے میں مختلف تجاویز پر غور کیا جا رہا ہے جبکہ وفاقی وزیر نے کہا کہ ملک کی معیشت مستحکم ہو رہی ہے اور عوام کو جلد ریلیف فراہم کیا جائے گا۔ bbox=[550, 259, 643, 336]
story-text: شہر قائد میں بارش کے بعد کئی علاقوں میں پانی جمع ہو گیا جس سے شہریوں کو شدید مشکلات کا سامنا کرنا پڑا۔ متعلقہ اداروں نے نکاسی آب کا کام شروع کر دیا ہے۔ محکمہ موسمیات کے مطابق آئندہ دنوں میں مزید بارش کا امکان ہے۔ bbox=[850, 631, 955, 697]
inf-number: INF-KRY 2674/2026 bbox=[7, 1720, 89, 1730]
sindh-seal-icon: سندھ bbox=[155, 956, 197, 998]
story-text: اسٹاک مارکیٹ میں کاروبار کے دوران تیزی کا رجحان دیکھا گیا اور انڈیکس میں نمایاں اضافہ ہوا۔ سرمایہ کاروں کا اعتماد بحال ہو رہا ہے اور ڈالر کی قدر میں کمی ریکارڈ کی گئی۔ bbox=[850, 113, 955, 160]
news-column-3 bbox=[646, 22, 746, 1774]
notice-body: جیل اسٹاف و پلینیر شاپ کی نیلامی بذریعہ سربمہر ٹینڈر منعقد کی جائے گی۔ خواہشمند افراد مقررہ تاریخ تک اپنی درخواستیں جمع کرا سکتے ہیں۔ ٹینڈر فارم دفتری اوقات میں حاصل کیے جا سکتے ہیں۔ بولی دہندگان کو زر ضمانت کے ساتھ ٹینڈر جمع کرانا ہوگا۔ کامیاب بولی دہندہ کو مقررہ مدت میں رقم کی ادائیگی کرنی ہوگی بصورت دیگر زر ضمانت ضبط کر لی جائے گی۔ مجاز اتھارٹی کو کسی بھی بولی کو بغیر وجہ بتائے مسترد کرنے کا اختیار ہوگا۔ مزید معلومات کے لیے دفتر سے رابطہ کریں۔ bbox=[7, 1080, 197, 1157]
story-text: عدالت نے کیس کی سماعت کے دوران فریقین کے دلائل سنے اور فیصلہ محفوظ کر لیا۔ وکلا کا کہنا تھا کہ مقدمے میں اہم شواہد پیش کیے گئے ہیں اور انصاف کی فراہمی کو یقینی بنایا جائے گا۔ bbox=[450, 285, 543, 342]
story-text: کرکٹ ٹیم نے سیریز کے اہم میچ میں شاندار کارکردگی کا مظاہرہ کرتے ہوئے کامیابی حاصل کی۔ کپتان نے ٹیم کی محنت کو سراہا اور کہا کہ آئندہ میچوں میں بھی بہترین کھیل پیش کیا جائے گا۔ شائقین نے جیت کا جشن منایا۔ bbox=[350, 91, 443, 157]
notice-body: جیل اسٹاف و پلینیر شاپ کی نیلامی بذریعہ سربمہر ٹینڈر منعقد کی جائے گی۔ خواہشمند افراد مقررہ تاریخ تک اپنی درخواستیں جمع کرا سکتے ہیں۔ ٹینڈر فارم دفتری اوقات میں حاصل کیے جا سکتے ہیں۔ بولی دہندگان کو زر ضمانت کے ساتھ ٹینڈر جمع کرانا ہوگا۔ کامیاب بولی دہندہ کو مقررہ مدت میں رقم کی ادائیگی کرنی ہوگی بصورت دیگر زر ضمانت ضبط کر لی جائے گی۔ مجاز اتھارٹی کو کسی بھی بولی کو بغیر وجہ بتائے مسترد کرنے کا اختیار ہوگا۔ مزید معلومات کے لیے دفتر سے رابطہ کریں۔ bbox=[7, 1315, 197, 1392]
story-heading: 22 نمبر سعودی bbox=[450, 267, 543, 283]
